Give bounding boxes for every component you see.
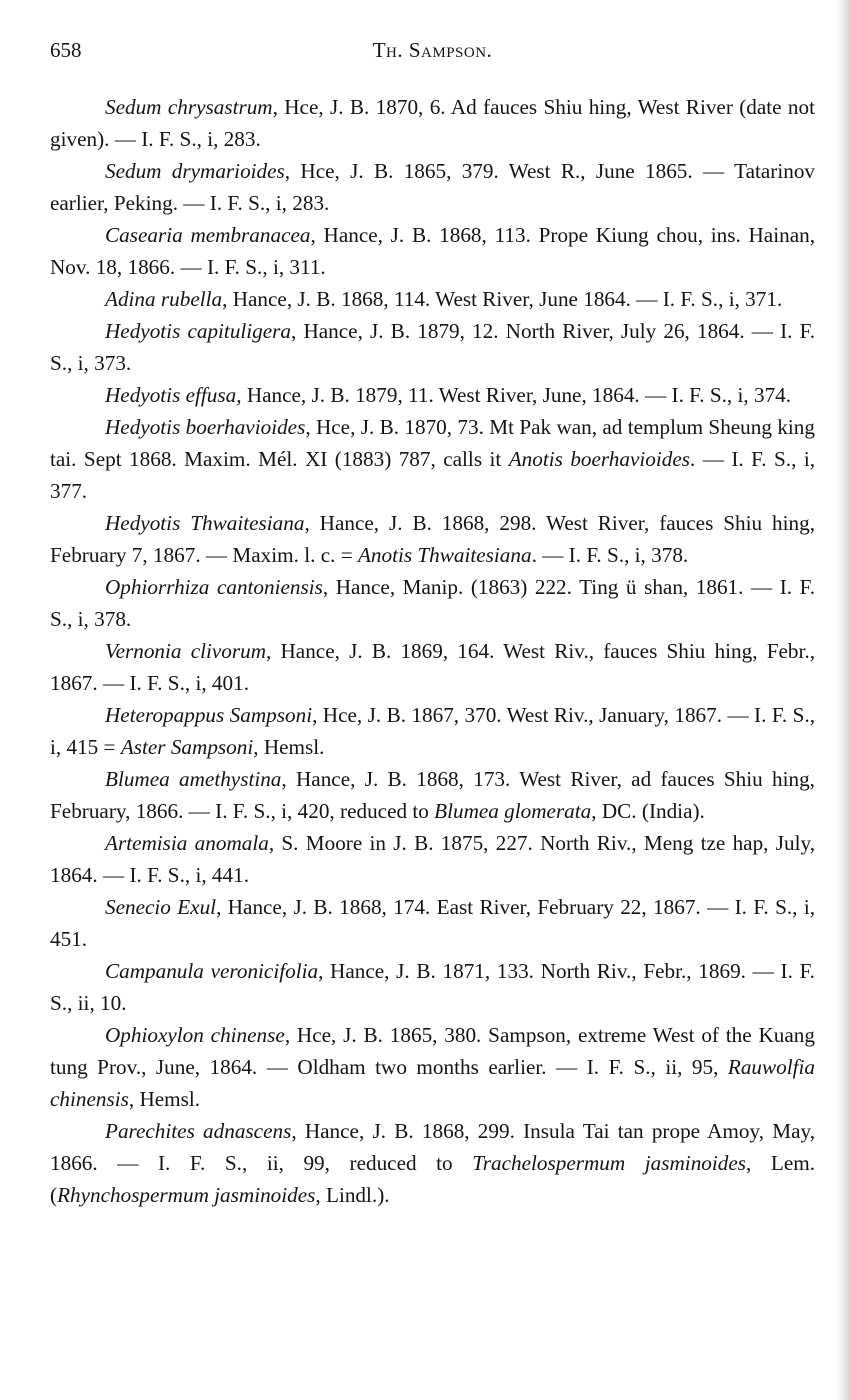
synonym-name: Aster Sampsoni <box>120 735 254 759</box>
entry-text: , Hce, J. B. 1865, 380. Sampson, extreme West of the Kuang tung Prov., June, 1864. — Oldham two months earlier. — I. F. S., ii, 95, <box>50 1023 815 1079</box>
synonym-name: Blumea glomerata <box>434 799 592 823</box>
entry <box>50 411 815 507</box>
synonym-name: Trachelospermum jasminoides <box>472 1151 747 1175</box>
entry <box>50 1115 815 1211</box>
page-header <box>50 36 815 64</box>
entry-text: , Hce, J. B. 1870, 6. Ad fauces Shiu hing, West River (date not given). — I. F. S., i, 283. <box>50 95 815 151</box>
entry-text: , Lem. ( <box>50 1151 816 1207</box>
entry-text: , Hance, J. B. 1869, 164. West Riv., fauces Shiu hing, Febr., 1867. — I. F. S., i, 401. <box>50 639 815 695</box>
entry <box>50 315 815 379</box>
entry-text: , Hance, J. B. 1879, 12. North River, July 26, 1864. — I. F. S., i, 373. <box>50 319 815 375</box>
entry-text: , Hemsl. <box>128 1087 201 1111</box>
species-name: Casearia membranacea <box>105 223 311 247</box>
page-edge-shadow <box>836 0 850 1400</box>
entry-text: , Hance, Manip. (1863) 222. Ting ü shan, 1861. — I. F. S., i, 378. <box>50 575 815 631</box>
species-name: Heteropappus Sampsoni <box>105 703 313 727</box>
entry <box>50 763 815 827</box>
entry-text: , Lindl.). <box>315 1183 390 1207</box>
species-name: Parechites adnascens <box>105 1119 292 1143</box>
entry <box>50 635 815 699</box>
entry <box>50 571 815 635</box>
entry-text: , S. Moore in J. B. 1875, 227. North Riv., Meng tze hap, July, 1864. — I. F. S., i, 441. <box>50 831 815 887</box>
entry <box>50 699 815 763</box>
entry-text: , Hance, J. B. 1871, 133. North Riv., Febr., 1869. — I. F. S., ii, 10. <box>50 959 815 1015</box>
entry <box>50 91 815 155</box>
species-name: Hedyotis Thwaitesiana <box>105 511 305 535</box>
page-number: 658 <box>50 38 82 62</box>
species-name: Campanula veronicifolia <box>105 959 319 983</box>
synonym-name: Rauwolfia chinensis <box>50 1055 815 1111</box>
entry-text: , Hance, J. B. 1879, 11. West River, June, 1864. — I. F. S., i, 374. <box>236 383 792 407</box>
species-name: Hedyotis capituligera <box>105 319 292 343</box>
page-body <box>50 91 815 1211</box>
species-name: Ophioxylon chinense <box>105 1023 285 1047</box>
entry-text: , Hance, J. B. 1868, 298. West River, fauces Shiu hing, February 7, 1867. — Maxim. l. c. = <box>50 511 815 567</box>
entry <box>50 827 815 891</box>
entry-text: . — I. F. S., i, 378. <box>531 543 689 567</box>
species-name: Artemisia anomala <box>105 831 269 855</box>
synonym-name: Rhynchospermum jasminoides <box>57 1183 316 1207</box>
entry-text: , Hance, J. B. 1868, 113. Prope Kiung chou, ins. Hainan, Nov. 18, 1866. — I. F. S., i, 311. <box>50 223 815 279</box>
species-name: Ophiorrhiza cantoniensis <box>105 575 323 599</box>
entry <box>50 507 815 571</box>
entry-text: . — I. F. S., i, 377. <box>50 447 815 503</box>
entry-text: , Hce, J. B. 1867, 370. West Riv., January, 1867. — I. F. S., i, 415 = <box>50 703 815 759</box>
entry-text: , Hance, J. B. 1868, 174. East River, February 22, 1867. — I. F. S., i, 451. <box>50 895 815 951</box>
species-name: Sedum drymarioides <box>105 159 285 183</box>
entry <box>50 891 815 955</box>
species-name: Hedyotis boerhavioides <box>105 415 306 439</box>
species-name: Senecio Exul <box>105 895 217 919</box>
entry <box>50 1019 815 1115</box>
entry-text: , Hce, J. B. 1865, 379. West R., June 1865. — Tatarinov earlier, Peking. — I. F. S., i, 283. <box>50 159 816 215</box>
entry <box>50 379 815 411</box>
entry-text: , Hance, J. B. 1868, 114. West River, June 1864. — I. F. S., i, 371. <box>222 287 783 311</box>
running-head: Th. Sampson. <box>372 38 493 62</box>
species-name: Blumea amethystina <box>105 767 282 791</box>
species-name: Adina rubella <box>105 287 223 311</box>
synonym-name: Anotis Thwaitesiana <box>357 543 532 567</box>
species-name: Sedum chrysastrum <box>105 95 273 119</box>
entry-text: , Hemsl. <box>253 735 325 759</box>
synonym-name: Anotis boerhavioides <box>508 447 690 471</box>
entry-text: , Hance, J. B. 1868, 299. Insula Tai tan prope Amoy, May, 1866. — I. F. S., ii, 99, reduced to <box>50 1119 816 1175</box>
entry <box>50 219 815 283</box>
species-name: Hedyotis effusa <box>105 383 237 407</box>
entry <box>50 283 815 315</box>
entry-text: , Hce, J. B. 1870, 73. Mt Pak wan, ad templum Sheung king tai. Sept 1868. Maxim. Mél. XI (1883) 787, calls it <box>50 415 815 471</box>
entry-text: , DC. (India). <box>591 799 705 823</box>
entry <box>50 955 815 1019</box>
species-name: Vernonia clivorum <box>105 639 267 663</box>
entry <box>50 155 815 219</box>
entry-text: , Hance, J. B. 1868, 173. West River, ad fauces Shiu hing, February, 1866. — I. F. S., i, 420, reduced to <box>50 767 815 823</box>
